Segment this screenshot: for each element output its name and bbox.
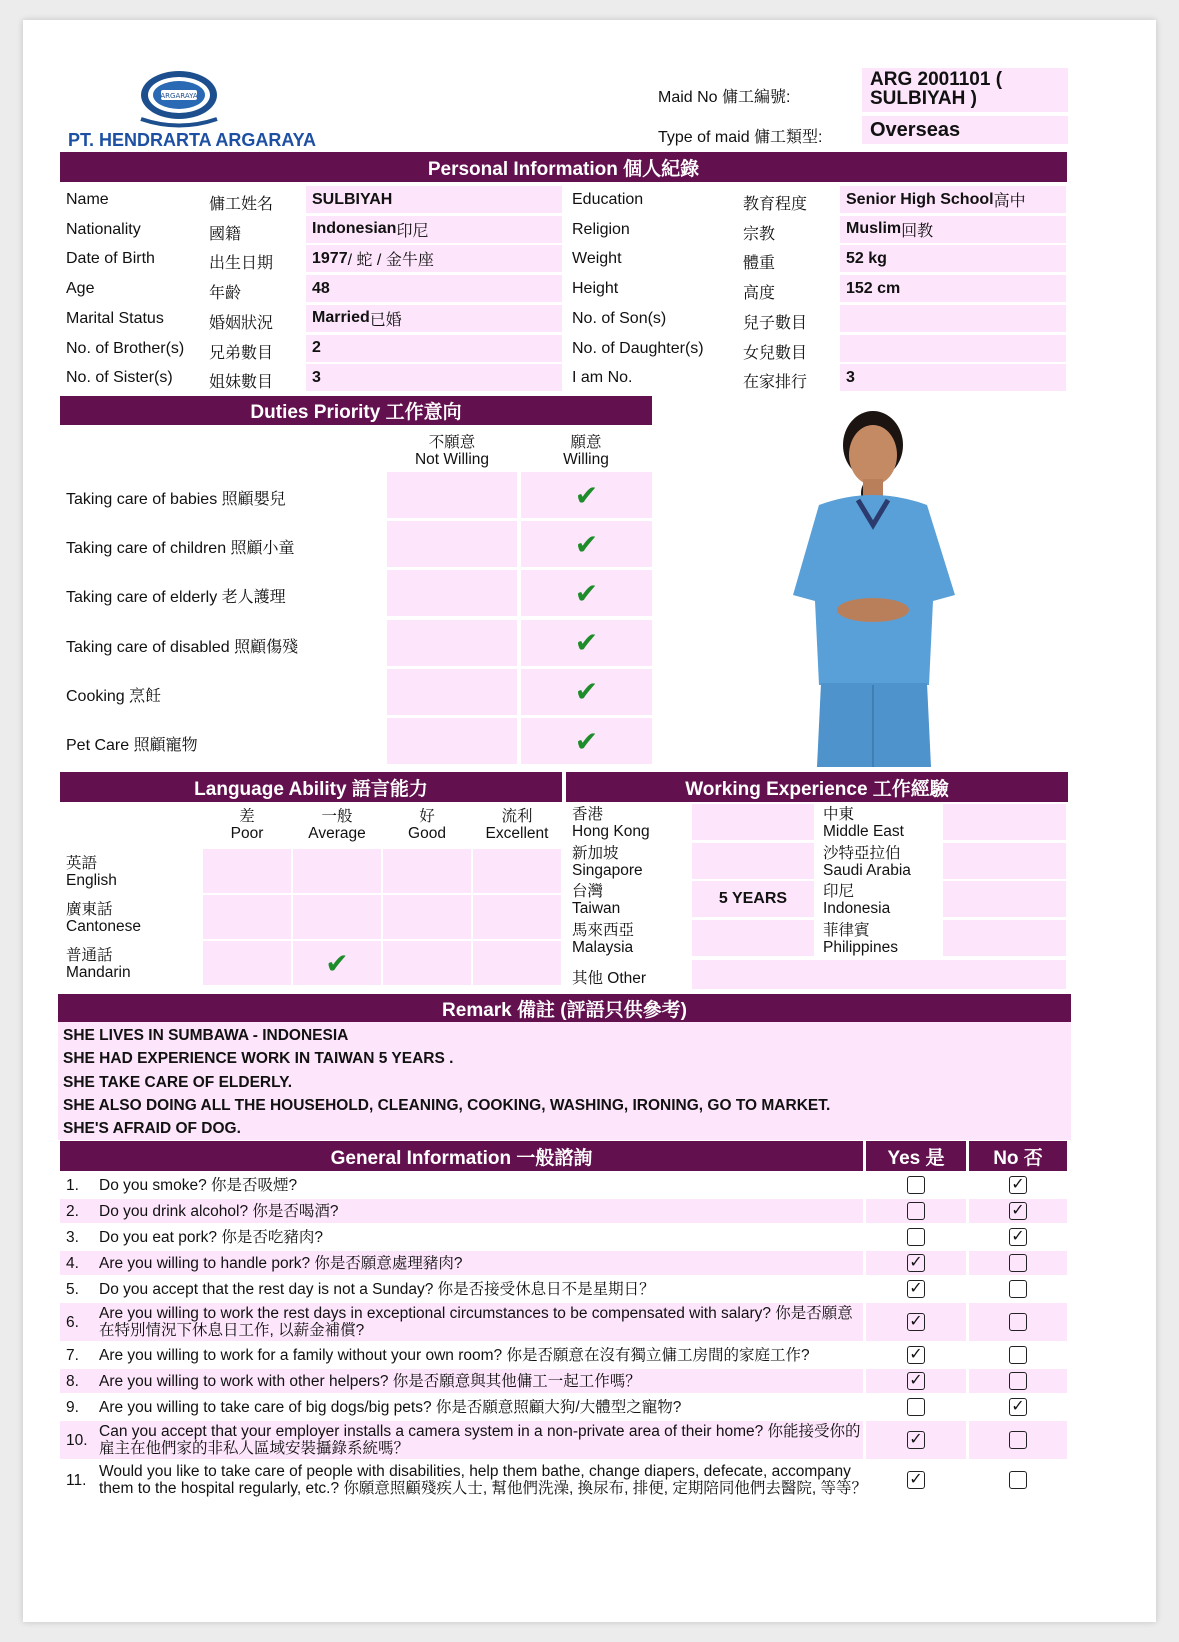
duty-label: Taking care of elderly 老人護理 <box>66 589 286 607</box>
question-number: 8. <box>66 1373 79 1390</box>
personal-value <box>840 275 1066 302</box>
question-line: 在特別情況下休息日工作, 以薪金補償? <box>99 1322 365 1339</box>
personal-value-bold: Senior High School <box>846 190 994 208</box>
lang-row-en: Mandarin <box>66 964 131 981</box>
personal-value <box>306 364 562 391</box>
exp-value-cell <box>943 843 1066 879</box>
yes-checkbox[interactable]: ✓ <box>907 1372 925 1390</box>
check-icon: ✔ <box>325 947 349 979</box>
not-willing-zh: 不願意 <box>428 434 476 451</box>
exp-country-label <box>572 845 643 879</box>
logo-text: ARGARAYA <box>160 92 198 100</box>
remark-box <box>58 1022 1071 1140</box>
personal-value-bold: Married <box>312 309 370 327</box>
personal-value-bold: 3 <box>846 368 855 386</box>
question-number: 6. <box>66 1314 79 1331</box>
lang-cell <box>473 941 561 985</box>
personal-label-en: Nationality <box>66 220 141 238</box>
question-line: Are you willing to take care of big dogs/big pets? 你是否願意照顧大狗/大體型之寵物? <box>99 1399 682 1416</box>
personal-value <box>306 216 562 243</box>
personal-value <box>306 335 562 362</box>
personal-label-en: I am No. <box>572 369 633 387</box>
lang-level-zh: 一般 <box>321 808 353 825</box>
lang-row-en: English <box>66 872 117 889</box>
maid-no-value: ARG 2001101 ( SULBIYAH ) <box>862 68 1068 112</box>
no-checkbox[interactable]: ✓ <box>1009 1176 1027 1194</box>
question-line: Do you smoke? 你是否吸煙? <box>99 1177 298 1194</box>
question-number: 11. <box>66 1472 87 1489</box>
lang-cell <box>293 941 381 985</box>
lang-level-en: Poor <box>230 825 264 842</box>
willing-en: Willing <box>563 451 609 468</box>
exp-country-en: Malaysia <box>572 938 634 956</box>
exp-country-en: Philippines <box>823 938 898 956</box>
lang-cell <box>293 849 381 893</box>
personal-value <box>840 186 1066 213</box>
exp-country-en: Saudi Arabia <box>823 861 911 879</box>
duty-willing-cell <box>521 521 652 567</box>
question-text <box>99 1229 323 1246</box>
personal-value-extra: 回教 <box>901 222 934 240</box>
company-name: PT. HENDRARTA ARGARAYA <box>68 130 317 150</box>
maid-no-label: Maid No 傭工編號: <box>658 89 791 106</box>
duty-willing-cell <box>521 570 652 616</box>
duty-willing-cell <box>521 669 652 715</box>
question-number: 5. <box>66 1281 79 1298</box>
check-icon: ✔ <box>574 676 599 708</box>
no-checkbox[interactable] <box>1009 1313 1027 1331</box>
personal-value-bold: 2 <box>312 339 321 356</box>
question-text <box>99 1347 810 1364</box>
check-icon: ✔ <box>574 479 599 511</box>
lang-cell <box>383 941 471 985</box>
yes-checkbox[interactable] <box>907 1202 925 1220</box>
lang-level-zh: 流利 <box>501 808 533 825</box>
check-icon: ✔ <box>574 577 599 609</box>
exp-value-cell <box>943 920 1066 956</box>
question-line: Are you willing to work for a family without your own room? 你是否願意在沒有獨立傭工房間的家庭工作? <box>99 1347 810 1364</box>
duty-willing-cell <box>521 718 652 764</box>
personal-value-bold: Indonesian <box>312 220 397 238</box>
personal-label-en: Education <box>572 191 644 208</box>
yes-checkbox[interactable] <box>907 1176 925 1194</box>
personal-value-bold: 3 <box>312 368 321 386</box>
question-number: 9. <box>66 1399 79 1416</box>
company-logo <box>131 70 231 130</box>
question-number: 4. <box>66 1255 79 1272</box>
remark-line: SHE HAD EXPERIENCE WORK IN TAIWAN 5 YEARS . <box>63 1050 454 1068</box>
personal-value <box>840 305 1066 332</box>
exp-country-en: Middle East <box>823 823 904 840</box>
lang-row-label <box>66 947 131 981</box>
question-line: Are you willing to handle pork? 你是否願意處理豬肉? <box>99 1255 463 1272</box>
personal-value-extra: / 蛇 / 金牛座 <box>347 252 434 270</box>
check-icon: ✔ <box>574 725 599 757</box>
personal-label-zh: 國籍 <box>209 225 242 243</box>
remark-line: SHE'S AFRAID OF DOG. <box>63 1120 241 1138</box>
question-line: Do you accept that the rest day is not a Sunday? 你是否接受休息日不是星期日？ <box>99 1281 655 1298</box>
exp-country-label <box>823 922 898 956</box>
no-checkbox[interactable] <box>1009 1254 1027 1272</box>
language-header: Language Ability 語言能力 <box>60 772 562 802</box>
exp-country-en: Hong Kong <box>572 823 650 840</box>
exp-value-cell <box>692 920 814 956</box>
personal-label-zh: 在家排行 <box>743 374 808 392</box>
question-number: 2. <box>66 1203 79 1220</box>
question-text <box>99 1177 297 1194</box>
question-text <box>99 1423 861 1457</box>
question-number: 7. <box>66 1347 79 1364</box>
question-text <box>99 1399 681 1416</box>
yes-header: Yes 是 <box>866 1141 966 1171</box>
personal-value-bold: 152 cm <box>846 279 901 297</box>
duty-label: Taking care of babies 照顧嬰兒 <box>66 491 286 508</box>
no-checkbox[interactable] <box>1009 1372 1027 1390</box>
lang-level-header <box>383 808 471 842</box>
not-willing-en: Not Willing <box>414 451 490 468</box>
no-checkbox[interactable]: ✓ <box>1009 1228 1027 1246</box>
exp-country-label <box>823 806 904 840</box>
question-number: 10. <box>66 1432 88 1449</box>
personal-value-extra: 已婚 <box>369 311 402 329</box>
personal-value <box>306 275 562 302</box>
exp-country-en: Taiwan <box>572 900 621 917</box>
duty-willing-cell <box>521 472 652 518</box>
lang-level-en: Good <box>408 825 446 842</box>
exp-other-value <box>692 960 1066 989</box>
yes-checkbox[interactable]: ✓ <box>907 1346 925 1364</box>
personal-label-zh: 年齡 <box>209 285 242 303</box>
type-label: Type of maid 傭工類型: <box>658 129 823 146</box>
lang-level-en: Average <box>308 825 366 842</box>
lang-cell <box>383 849 471 893</box>
yes-checkbox[interactable] <box>907 1398 925 1416</box>
duty-not-willing-cell <box>387 570 517 616</box>
remark-header: Remark 備註 (評語只供參考) <box>58 994 1071 1022</box>
personal-value-bold: 1977 <box>312 249 348 267</box>
personal-label-zh: 女兒數目 <box>743 344 808 362</box>
question-line: Would you like to take care of people with disabilities, help them bathe, change diapers, defecate, accompany <box>99 1463 851 1480</box>
lang-row-zh: 普通話 <box>66 947 113 964</box>
personal-value <box>306 186 562 213</box>
personal-label-zh: 宗教 <box>743 225 776 243</box>
no-checkbox[interactable] <box>1009 1431 1027 1449</box>
lang-cell <box>203 895 291 939</box>
lang-cell <box>203 941 291 985</box>
exp-country-label <box>572 883 620 917</box>
personal-label-zh: 姐妹數目 <box>209 374 274 392</box>
personal-label-en: No. of Daughter(s) <box>572 339 704 357</box>
personal-label-en: Date of Birth <box>66 250 155 268</box>
remark-line: SHE TAKE CARE OF ELDERLY. <box>63 1073 293 1091</box>
yes-checkbox[interactable]: ✓ <box>907 1471 925 1489</box>
personal-value-bold: 52 kg <box>846 249 887 267</box>
lang-level-zh: 好 <box>419 808 435 825</box>
willing-header <box>521 434 651 468</box>
lang-cell <box>473 849 561 893</box>
personal-label-zh: 教育程度 <box>743 196 808 213</box>
question-text <box>99 1305 853 1339</box>
personal-value-bold: 48 <box>312 279 330 297</box>
not-willing-header <box>387 434 517 468</box>
lang-row-label <box>66 901 141 935</box>
experience-header: Working Experience 工作經驗 <box>566 772 1068 802</box>
question-number: 3. <box>66 1229 79 1246</box>
question-number: 1. <box>66 1177 79 1194</box>
lang-level-header <box>473 808 561 842</box>
question-text <box>99 1203 339 1220</box>
personal-label-zh: 體重 <box>743 255 776 273</box>
lang-cell <box>383 895 471 939</box>
exp-value-cell <box>943 804 1066 840</box>
general-header: General Information 一般諮詢 <box>60 1141 863 1171</box>
maid-photo <box>723 405 1023 770</box>
question-text <box>99 1373 641 1390</box>
exp-value-cell <box>692 804 814 840</box>
exp-country-zh: 香港 <box>572 806 604 823</box>
exp-country-zh: 新加坡 <box>572 844 619 862</box>
question-line: them to the hospital regularly, etc.? 你願意照顧殘疾人士, 幫他們洗澡, 換尿布, 排便, 定期陪同他們去醫院, 等等？ <box>99 1480 867 1497</box>
duty-label: Taking care of children 照顧小童 <box>66 540 295 558</box>
duty-label: Pet Care 照顧寵物 <box>66 737 198 754</box>
question-text <box>99 1281 655 1298</box>
personal-value-extra: 高中 <box>993 193 1026 210</box>
exp-country-label <box>572 922 634 956</box>
check-icon: ✔ <box>574 627 599 659</box>
personal-label-en: No. of Brother(s) <box>66 339 185 357</box>
exp-value-cell <box>943 881 1066 917</box>
personal-value-bold: SULBIYAH <box>312 190 393 208</box>
lang-cell <box>293 895 381 939</box>
exp-country-en: Indonesia <box>823 900 891 917</box>
personal-value <box>306 305 562 332</box>
exp-country-zh: 印尼 <box>823 883 855 900</box>
lang-level-en: Excellent <box>485 825 549 842</box>
remark-line: SHE LIVES IN SUMBAWA - INDONESIA <box>63 1027 349 1044</box>
lang-level-header <box>293 808 381 842</box>
remark-line: SHE ALSO DOING ALL THE HOUSEHOLD, CLEANING, COOKING, WASHING, IRONING, GO TO MARKET. <box>63 1096 831 1114</box>
personal-value <box>840 364 1066 391</box>
duties-header: Duties Priority 工作意向 <box>60 396 652 425</box>
question-line: Do you eat pork? 你是否吃豬肉? <box>99 1229 323 1246</box>
exp-country-label <box>823 883 890 917</box>
exp-other-label: 其他 Other <box>572 970 647 987</box>
lang-row-label <box>66 855 117 889</box>
question-text <box>99 1255 463 1272</box>
question-line: Are you willing to work with other helpers? 你是否願意與其他傭工一起工作嗎？ <box>99 1373 641 1390</box>
personal-label-zh: 婚姻狀況 <box>209 314 274 332</box>
lang-row-en: Cantonese <box>66 918 141 935</box>
personal-label-zh: 傭工姓名 <box>209 196 274 213</box>
yes-checkbox[interactable]: ✓ <box>907 1254 925 1272</box>
personal-value <box>306 245 562 272</box>
lang-row-zh: 廣東話 <box>66 901 113 918</box>
personal-value <box>840 216 1066 243</box>
personal-label-en: Religion <box>572 220 630 238</box>
personal-value <box>840 335 1066 362</box>
personal-label-en: Height <box>572 280 619 298</box>
question-line: 雇主在他們家的非私人區域安裝攝錄系統嗎？ <box>99 1440 410 1457</box>
exp-country-label <box>823 845 911 879</box>
exp-country-zh: 台灣 <box>572 883 604 900</box>
exp-country-label <box>572 806 650 840</box>
personal-info-header: Personal Information 個人紀錄 <box>60 152 1067 182</box>
personal-value-extra: 印尼 <box>396 222 429 240</box>
exp-value-cell <box>692 843 814 879</box>
personal-label-en: Name <box>66 191 109 208</box>
duty-not-willing-cell <box>387 620 517 666</box>
exp-country-en: Singapore <box>572 861 643 879</box>
lang-cell <box>473 895 561 939</box>
personal-label-zh: 兒子數目 <box>743 314 808 332</box>
lang-level-header <box>203 808 291 842</box>
exp-value-cell: 5 YEARS <box>692 881 814 917</box>
question-line: Can you accept that your employer installs a camera system in a non-private area of their home? 你能接受你的 <box>99 1423 861 1440</box>
no-checkbox[interactable] <box>1009 1471 1027 1489</box>
no-checkbox[interactable]: ✓ <box>1009 1202 1027 1220</box>
lang-cell <box>203 849 291 893</box>
exp-country-zh: 菲律賓 <box>823 921 870 939</box>
personal-label-en: No. of Son(s) <box>572 309 667 327</box>
duty-not-willing-cell <box>387 521 517 567</box>
question-text <box>99 1463 867 1497</box>
personal-value <box>840 245 1066 272</box>
personal-label-en: Weight <box>572 250 622 268</box>
duty-not-willing-cell <box>387 669 517 715</box>
personal-label-zh: 出生日期 <box>209 255 274 273</box>
duty-not-willing-cell <box>387 472 517 518</box>
question-line: Are you willing to work the rest days in exceptional circumstances to be compensated with salary? 你是否願意 <box>99 1305 853 1322</box>
lang-level-zh: 差 <box>239 808 255 825</box>
personal-value-bold: Muslim <box>846 220 902 238</box>
yes-checkbox[interactable]: ✓ <box>907 1280 925 1298</box>
exp-country-zh: 中東 <box>823 806 855 823</box>
type-value: Overseas <box>862 116 1068 144</box>
duty-label: Taking care of disabled 照顧傷殘 <box>66 638 299 656</box>
willing-zh: 願意 <box>570 434 602 451</box>
question-line: Do you drink alcohol? 你是否喝酒? <box>99 1203 339 1220</box>
exp-country-zh: 馬來西亞 <box>572 921 635 939</box>
personal-label-zh: 高度 <box>743 285 776 303</box>
exp-country-zh: 沙特亞拉伯 <box>823 844 901 862</box>
personal-label-en: Marital Status <box>66 309 164 327</box>
no-checkbox[interactable] <box>1009 1346 1027 1364</box>
duty-label: Cooking 烹飪 <box>66 687 162 705</box>
personal-label-en: Age <box>66 280 95 298</box>
yes-checkbox[interactable] <box>907 1228 925 1246</box>
personal-label-zh: 兄弟數目 <box>209 344 274 362</box>
duty-not-willing-cell <box>387 718 517 764</box>
duty-willing-cell <box>521 620 652 666</box>
personal-label-en: No. of Sister(s) <box>66 369 173 387</box>
no-checkbox[interactable] <box>1009 1280 1027 1298</box>
no-header: No 否 <box>969 1141 1067 1171</box>
yes-checkbox[interactable]: ✓ <box>907 1431 925 1449</box>
check-icon: ✔ <box>574 528 599 560</box>
no-checkbox[interactable]: ✓ <box>1009 1398 1027 1416</box>
lang-row-zh: 英語 <box>66 855 98 872</box>
yes-checkbox[interactable]: ✓ <box>907 1313 925 1331</box>
resume-sheet <box>23 20 1156 1622</box>
